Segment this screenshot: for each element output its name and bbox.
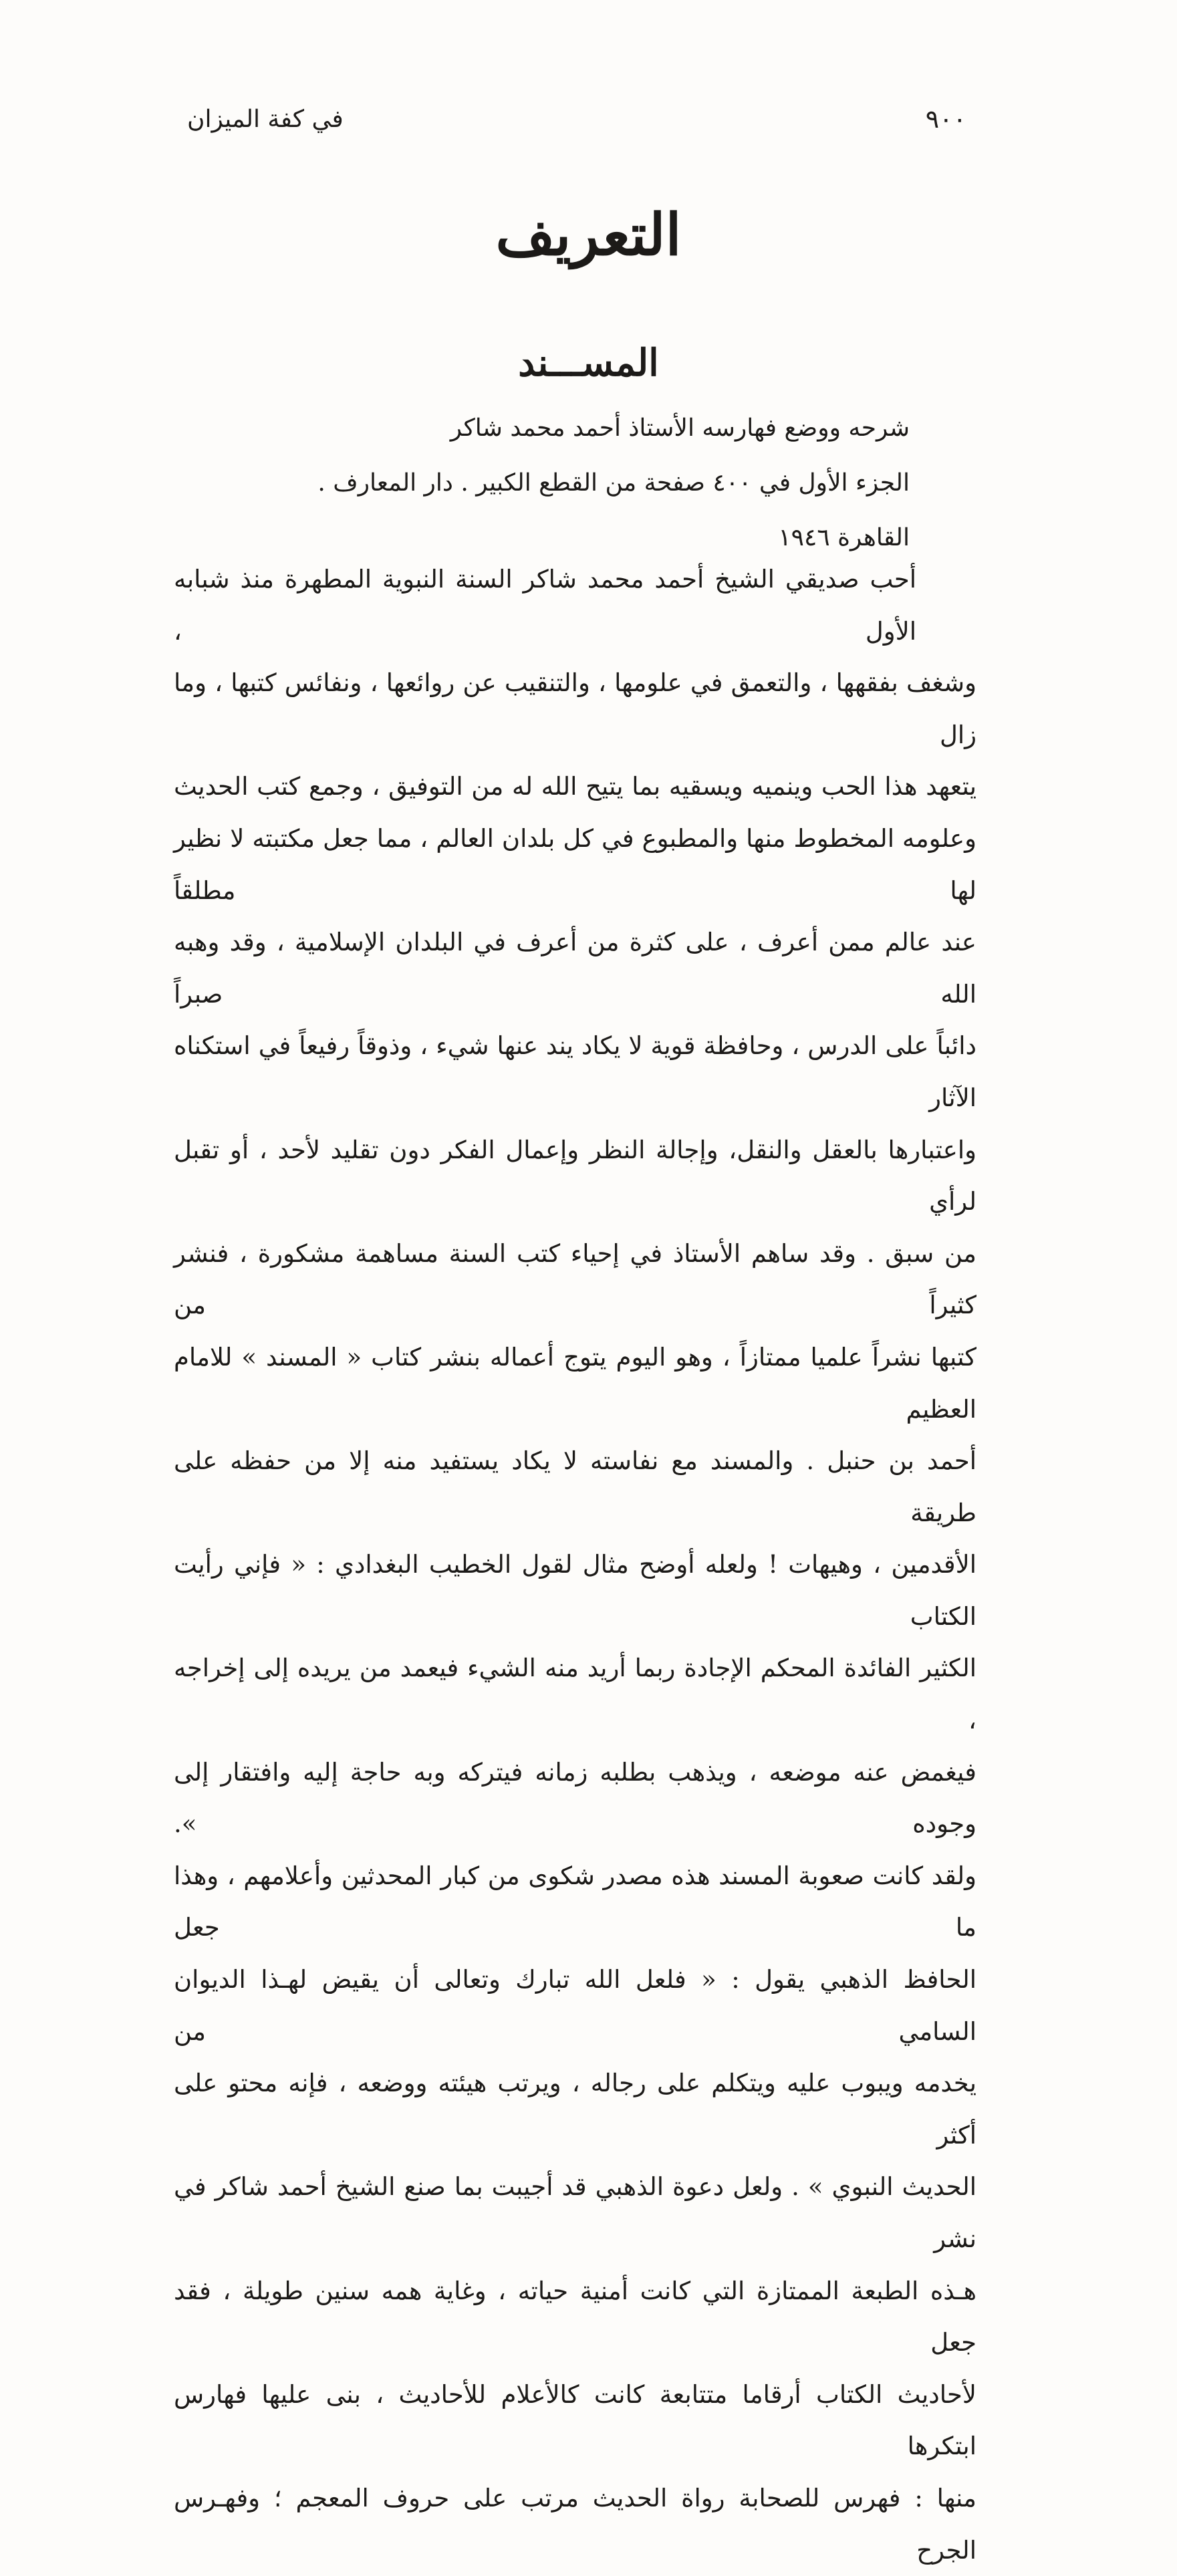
article-line: الحافظ الذهبي يقول : « فلعل الله تبارك وتعالى أن يقيض لهـذا الديوان السامي من [174, 1965, 976, 2046]
article-line: الكثير الفائدة المحكم الإجادة ربما أريد منه الشيء فيعمد من يريده إلى إخراجه ، [174, 1654, 976, 1735]
article-line: الحديث النبوي » . ولعل دعوة الذهبي قد أجيبت بما صنع الشيخ أحمد شاكر في نشر [174, 2172, 976, 2253]
article-line: وعلومه المخطوط منها والمطبوع في كل بلدان العالم ، مما جعل مكتبته لا نظير لها مطلقاً [174, 823, 976, 905]
book-publication-line: الجزء الأول في ٤٠٠ صفحة من القطع الكبير . دار المعارف . القاهرة ١٩٤٦ [317, 469, 910, 551]
article-line: كتبها نشراً علميا ممتازاً ، وهو اليوم يتوج أعماله بنشر كتاب « المسند » للامام العظيم [174, 1342, 976, 1424]
book-meta [254, 401, 910, 565]
article-line: واعتبارها بالعقل والنقل، وإجالة النظر وإعمال الفكر دون تقليد لأحد ، أو تقبل لرأي [174, 1135, 976, 1216]
article-line: من سبق . وقد ساهم الأستاذ في إحياء كتب السنة مساهمة مشكورة ، فنشر كثيراً من [174, 1239, 976, 1320]
article-line: عند عالم ممن أعرف ، على كثرة من أعرف في البلدان الإسلامية ، وقد وهبه الله صبراً [174, 928, 976, 1009]
article-body [174, 553, 976, 2576]
article-line: هـذه الطبعة الممتازة التي كانت أمنية حياته ، وغاية همه سنين طويلة ، فقد جعل [174, 2276, 976, 2357]
article-line: أحب صديقي الشيخ أحمد محمد شاكر السنة النبوية المطهرة منذ شبابه الأول ، [174, 565, 916, 646]
page-number: ٩٠٠ [925, 104, 966, 134]
book-title: المســـند [518, 341, 659, 385]
article-line: وشغف بفقهها ، والتعمق في علومها ، والتنقيب عن روائعها ، ونفائس كتبها ، وما زال [174, 668, 976, 749]
article-line: أحمد بن حنبل . والمسند مع نفاسته لا يكاد يستفيد منه إلا من حفظه على طريقة [174, 1446, 976, 1527]
article-line: الأقدمين ، وهيهات ! ولعله أوضح مثال لقول الخطيب البغدادي : « فإني رأيت الكتاب [174, 1550, 976, 1631]
article-line: يخدمه ويبوب عليه ويتكلم على رجاله ، ويرتب هيئته ووضعه ، فإنه محتو على أكثر [174, 2069, 976, 2150]
running-head [187, 99, 966, 139]
book-editor-line: شرحه ووضع فهارسه الأستاذ أحمد محمد شاكر [450, 414, 910, 442]
article-line: ولقد كانت صعوبة المسند هذه مصدر شكوى من كبار المحدثين وأعلامهم ، وهذا ما جعل [174, 1861, 976, 1942]
article-line: يتعهد هذا الحب وينميه ويسقيه بما يتيح الله له من التوفيق ، وجمع كتب الحديث [174, 772, 976, 801]
section-title: التعريف [495, 201, 682, 269]
article-line: منها : فهرس للصحابة رواة الحديث مرتب على حروف المعجم ؛ وفهـرس الجرح [174, 2483, 976, 2565]
article-line: لأحاديث الكتاب أرقاما متتابعة كانت كالأعلام للأحاديث ، بنى عليها فهارس ابتكرها [174, 2379, 976, 2461]
article-line: دائباً على الدرس ، وحافظة قوية لا يكاد يند عنها شيء ، وذوقاً رفيعاً في استكناه الآثار [174, 1031, 976, 1112]
running-title: في كفة الميزان [187, 105, 344, 133]
article-line: فيغمض عنه موضعه ، ويذهب بطلبه زمانه فيتركه وبه حاجة إليه وافتقار إلى وجوده ». [174, 1757, 976, 1839]
